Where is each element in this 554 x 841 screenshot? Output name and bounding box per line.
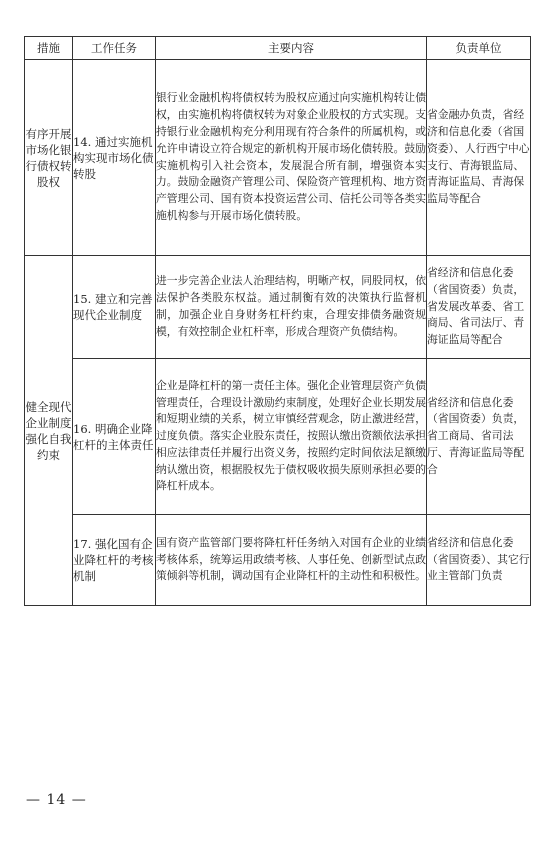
responsible-cell: 省经济和信息化委（省国资委）、其它行业主管部门负责 [427, 515, 531, 606]
content-cell: 企业是降杠杆的第一责任主体。强化企业管理层资产负债管理责任，合理设计激励约束制度，处理好企业长期发展和短期业绩的关系，树立审慎经营观念，防止激进经营，过度负债。落实企业股东责任，按照认缴出资额依法承担相应法律责任并履行出资义务，按照约定时间依法足额缴纳认缴出资，根据股权先于债权吸收损失原则承担必要的降杠杆成本。 [156, 359, 427, 515]
header-responsible: 负责单位 [427, 37, 531, 60]
content-cell: 银行业金融机构将债权转为股权应通过向实施机构转让债权，由实施机构将债权转为对象企业股权的方式实现。支持银行业金融机构充分利用现有符合条件的所属机构，或允许申请设立符合规定的新机构开展市场化债转股。鼓励实施机构引入社会资本，发展混合所有制，增强资本实力。鼓励金融资产管理公司、保险资产管理机构、地方资产管理公司、国有资本投资运营公司、信托公司等各类实施机构参与开展市场化债转股。 [156, 60, 427, 256]
measure-cell: 健全现代企业制度强化自我约束 [25, 256, 73, 606]
task-cell: 17. 强化国有企业降杠杆的考核机制 [73, 515, 156, 606]
table-row [25, 256, 531, 359]
policy-table [24, 36, 531, 606]
responsible-cell: 省金融办负责，省经济和信息化委（省国资委）、人行西宁中心支行、青海银监局、青海证监局、青海保监局等配合 [427, 60, 531, 256]
content-cell: 国有资产监管部门要将降杠杆任务纳入对国有企业的业绩考核体系，统筹运用政绩考核、人事任免、创新型试点政策倾斜等机制，调动国有企业降杠杆的主动性和积极性。 [156, 515, 427, 606]
header-task: 工作任务 [73, 37, 156, 60]
header-content: 主要内容 [156, 37, 427, 60]
responsible-cell: 省经济和信息化委（省国资委）负责，省发展改革委、省工商局、省司法厅、青海证监局等配合 [427, 256, 531, 359]
page-number: — 14 — [26, 792, 87, 808]
measure-cell: 有序开展市场化银行债权转股权 [25, 60, 73, 256]
table-row [25, 359, 531, 515]
table-row [25, 60, 531, 256]
table-row [25, 515, 531, 606]
task-cell: 16. 明确企业降杠杆的主体责任 [73, 359, 156, 515]
table-header-row [25, 37, 531, 60]
content-cell: 进一步完善企业法人治理结构，明晰产权，同股同权，依法保护各类股东权益。通过制衡有效的决策执行监督机制，加强企业自身财务杠杆约束，合理安排债务融资规模，有效控制企业杠杆率，形成合理资产负债结构。 [156, 256, 427, 359]
header-measure: 措施 [25, 37, 73, 60]
task-cell: 14. 通过实施机构实现市场化债转股 [73, 60, 156, 256]
responsible-cell: 省经济和信息化委（省国资委）负责，省工商局、省司法厅、青海证监局等配合 [427, 359, 531, 515]
task-cell: 15. 建立和完善现代企业制度 [73, 256, 156, 359]
